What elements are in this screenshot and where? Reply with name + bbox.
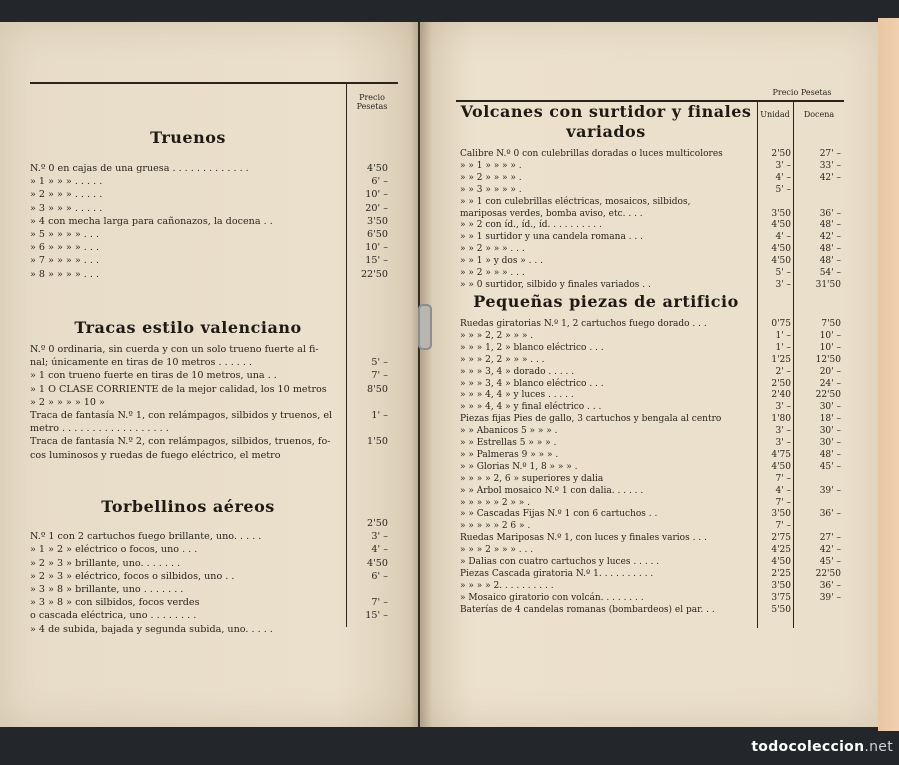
unit-price: 1' – — [775, 342, 791, 353]
price-value: 2'50 — [367, 518, 388, 529]
right-unit-header: Unidad — [760, 110, 790, 119]
list-item: » 1 » 2 » eléctrico o focos, uno . . . — [30, 544, 198, 556]
list-item: » » 0 surtidor, silbido y finales variados . . — [460, 279, 651, 290]
price-value: 7' – — [371, 370, 388, 382]
right-dozen-header: Docena — [803, 110, 835, 119]
list-item: » » » 2, 2 » » » . — [460, 330, 534, 341]
list-item: » » 2 » » » . . . — [460, 244, 525, 255]
dozen-price: 39' – — [819, 592, 841, 603]
list-item: Piezas Cascada giratoria N.º 1. . . . . . . . . . — [460, 568, 654, 579]
dozen-price: 48' – — [819, 449, 841, 460]
unit-price: 3'50 — [771, 509, 791, 520]
unit-price: 1'80 — [771, 414, 791, 425]
list-item: mariposas verdes, bomba aviso, etc. . . . — [460, 208, 643, 219]
price-value: 8'50 — [367, 383, 388, 395]
list-item: » » Glorias N.º 1, 8 » » » . — [460, 461, 578, 472]
list-item: » 6 » » » » . . . — [30, 242, 99, 254]
dozen-price: 48' – — [819, 244, 841, 255]
unit-price: 0'75 — [771, 319, 791, 329]
dozen-price: 30' – — [819, 438, 841, 448]
dozen-price: 45' – — [819, 461, 841, 472]
price-value: 7' – — [371, 597, 388, 609]
dozen-price: 42' – — [819, 232, 841, 243]
dozen-price: 42' – — [819, 172, 841, 183]
left-top-rule — [30, 82, 398, 84]
list-item: metro . . . . . . . . . . . . . . . . . . — [30, 423, 169, 435]
dozen-price: 20' – — [819, 366, 841, 377]
unit-price: 5' – — [775, 268, 791, 278]
list-item: » » » » » 2 6 » . — [460, 521, 531, 532]
dozen-price: 36' – — [819, 580, 841, 591]
unit-price: 4'50 — [771, 244, 791, 255]
price-value: 1'50 — [367, 436, 388, 448]
dozen-price: 10' – — [819, 342, 841, 353]
list-item: » 2 » » » » 10 » — [30, 396, 105, 408]
dozen-price: 30' – — [819, 402, 841, 413]
list-item: » » » 2 » » » . . . — [460, 545, 534, 556]
unit-price: 5' – — [775, 184, 791, 195]
list-item: o cascada eléctrica, uno . . . . . . . . — [30, 610, 197, 622]
list-item: » 3 » » » . . . . . — [30, 202, 103, 214]
unit-price: 2'25 — [771, 568, 791, 579]
list-item: » 1 » » » . . . . . — [30, 176, 103, 188]
price-value: 1' – — [371, 410, 388, 421]
dozen-price: 36' – — [819, 208, 841, 219]
unit-price: 2'50 — [771, 149, 791, 159]
dozen-price: 22'50 — [815, 390, 841, 401]
left-price-header: Precio Pesetas — [356, 93, 388, 111]
section-title: Volcanes con surtidor y finales — [460, 102, 752, 121]
unit-price: 4'25 — [771, 545, 791, 556]
list-item: » Mosaico giratorio con volcán. . . . . . . . — [460, 592, 644, 603]
unit-price: 7' – — [775, 497, 791, 508]
unit-price: 5'50 — [771, 604, 791, 615]
list-item: » » Abanicos 5 » » » . — [460, 426, 558, 437]
list-item: » » Cascadas Fijas N.º 1 con 6 cartuchos . . — [460, 509, 658, 520]
list-item: » » » 4, 4 » y luces . . . . . — [460, 390, 574, 401]
section-title: Truenos — [150, 128, 226, 147]
price-value: 22'50 — [360, 268, 388, 280]
section-title: Torbellinos aéreos — [101, 497, 275, 516]
list-item: N.º 0 ordinaria, sin cuerda y con un solo trueno fuerte al fi- — [30, 344, 319, 355]
price-value: 3'50 — [367, 215, 388, 227]
list-item: » 2 » » » . . . . . — [30, 189, 103, 201]
dozen-price: 30' – — [819, 426, 841, 437]
dozen-price: 54' – — [819, 268, 841, 278]
price-value: 6'50 — [367, 229, 388, 240]
list-item: » » 1 » » » » . — [460, 160, 522, 171]
unit-price: 3'75 — [771, 592, 791, 603]
list-item: » » » 3, 4 » dorado . . . . . — [460, 366, 575, 377]
list-item: » » 2 con íd., íd., íd. . . . . . . . . . — [460, 220, 602, 231]
list-item: » » » 4, 4 » y final eléctrico . . . — [460, 402, 602, 413]
list-item: » » Árbol mosaico N.º 1 con dalia. . . . . . — [460, 485, 644, 496]
unit-price: 3'50 — [771, 208, 791, 219]
list-item: » » Palmeras 9 » » » . — [460, 449, 559, 460]
list-item: » 3 » 8 » brillante, uno . . . . . . . — [30, 584, 184, 595]
list-item: » 4 de subida, bajada y segunda subida, uno. . . . . — [30, 623, 273, 635]
list-item: » » 1 con culebrillas eléctricas, mosaicos, silbidos, — [460, 196, 691, 207]
price-value: 3' – — [371, 531, 388, 543]
dozen-price: 18' – — [819, 414, 841, 425]
list-item: » » » » 2. . . . . . . . . . — [460, 580, 554, 591]
unit-price: 7' – — [775, 473, 791, 484]
unit-price: 4'50 — [771, 220, 791, 231]
dozen-price: 7'50 — [821, 319, 841, 329]
list-item: » 8 » » » » . . . — [30, 268, 99, 280]
list-item: » » » 3, 4 » blanco eléctrico . . . — [460, 378, 604, 389]
unit-price: 4' – — [775, 172, 791, 183]
dozen-price: 42' – — [819, 545, 841, 556]
list-item: » » 1 » y dos » . . . — [460, 256, 543, 267]
list-item: » 4 con mecha larga para cañonazos, la docena . . — [30, 215, 273, 227]
price-value: 20' – — [365, 202, 388, 214]
price-value: 4'50 — [367, 557, 388, 569]
list-item: » » 1 surtidor y una candela romana . . . — [460, 232, 643, 243]
section-title: Tracas estilo valenciano — [74, 318, 302, 337]
price-value: 15' – — [365, 255, 388, 267]
list-item: » 2 » 3 » eléctrico, focos o silbidos, uno . . — [30, 570, 235, 582]
dozen-price: 48' – — [819, 256, 841, 267]
list-item: » » » 2, 2 » » » . . . — [460, 354, 545, 365]
unit-price: 1' – — [775, 330, 791, 341]
dozen-price: 45' – — [819, 557, 841, 567]
price-value: 6' – — [371, 176, 388, 188]
price-value: 4'50 — [367, 163, 388, 174]
list-item: Calibre N.º 0 con culebrillas doradas o luces multicolores — [460, 149, 723, 159]
dozen-price: 27' – — [819, 149, 841, 159]
list-item: Ruedas Mariposas N.º 1, con luces y finales varios . . . — [460, 533, 707, 544]
list-item: » » Estrellas 5 » » » . — [460, 438, 557, 448]
list-item: » 3 » 8 » con silbidos, focos verdes — [30, 597, 200, 609]
dozen-price: 27' – — [819, 533, 841, 544]
unit-price: 2' – — [775, 366, 791, 377]
list-item: » » » 1, 2 » blanco eléctrico . . . — [460, 342, 604, 353]
unit-price: 2'40 — [771, 390, 791, 401]
list-item: » 1 con trueno fuerte en tiras de 10 metros, una . . — [30, 370, 277, 382]
dozen-price: 24' – — [819, 378, 841, 389]
unit-price: 2'50 — [771, 378, 791, 389]
dozen-price: 12'50 — [815, 354, 841, 365]
section-title: Pequeñas piezas de artificio — [473, 292, 739, 311]
unit-price: 1'25 — [771, 354, 791, 365]
dozen-price: 10' – — [819, 330, 841, 341]
dozen-price: 39' – — [819, 485, 841, 496]
unit-price: 3' – — [775, 438, 791, 448]
staple-icon — [418, 304, 432, 350]
price-value: 6' – — [371, 570, 388, 582]
list-item: » » » » » 2 » » . — [460, 497, 531, 508]
list-item: N.º 0 en cajas de una gruesa . . . . . . . . . . . . . — [30, 163, 249, 174]
dozen-price: 36' – — [819, 509, 841, 520]
price-value: 10' – — [365, 242, 388, 254]
list-item: Piezas fijas Pies de gallo, 3 cartuchos y bengala al centro — [460, 414, 722, 425]
list-item: » 7 » » » » . . . — [30, 255, 99, 267]
unit-price: 4' – — [775, 485, 791, 496]
list-item: » » 2 » » » » . — [460, 172, 522, 183]
list-item: cos luminosos y ruedas de fuego eléctrico, el metro — [30, 449, 281, 461]
list-item: nal; únicamente en tiras de 10 metros . . . . . . — [30, 357, 253, 369]
list-item: » » 2 » » » . . . — [460, 268, 525, 278]
unit-price: 4'50 — [771, 461, 791, 472]
list-item: N.º 1 con 2 cartuchos fuego brillante, uno. . . . . — [30, 531, 262, 543]
list-item: » 1 O CLASE CORRIENTE de la mejor calidad, los 10 metros — [30, 383, 327, 395]
unit-price: 2'75 — [771, 533, 791, 544]
section-title: variados — [566, 122, 646, 141]
unit-price: 4' – — [775, 232, 791, 243]
list-item: » 5 » » » » . . . — [30, 229, 99, 240]
list-item: » » 3 » » » » . — [460, 184, 522, 195]
list-item: Baterías de 4 candelas romanas (bombardeos) el par. . . — [460, 604, 715, 615]
unit-price: 3' – — [775, 160, 791, 171]
watermark-logo: todocoleccion.net — [751, 739, 893, 755]
list-item: Ruedas giratorias N.º 1, 2 cartuchos fuego dorado . . . — [460, 319, 707, 329]
right-price-header: Precio Pesetas — [772, 88, 832, 97]
unit-price: 4'75 — [771, 449, 791, 460]
dozen-price: 48' – — [819, 220, 841, 231]
unit-price: 4'50 — [771, 256, 791, 267]
unit-price: 3' – — [775, 426, 791, 437]
price-value: 5' – — [371, 357, 388, 369]
book-gutter — [410, 22, 432, 727]
unit-price: 4'50 — [771, 557, 791, 567]
list-item: » 2 » 3 » brillante, uno. . . . . . . — [30, 557, 181, 569]
list-item: » » » » 2, 6 » superiores y dalia — [460, 473, 604, 484]
unit-price: 3' – — [775, 402, 791, 413]
unit-price: 3' – — [775, 279, 791, 290]
page-edge — [878, 18, 899, 731]
list-item: » Dalias con cuatro cartuchos y luces . . . . . — [460, 557, 660, 567]
price-value: 4' – — [371, 544, 388, 556]
unit-price: 3'50 — [771, 580, 791, 591]
list-item: Traca de fantasía N.º 1, con relámpagos, silbidos y truenos, el — [30, 410, 333, 421]
dozen-price: 22'50 — [815, 568, 841, 579]
dozen-price: 31'50 — [815, 279, 841, 290]
unit-price: 7' – — [775, 521, 791, 532]
list-item: Traca de fantasía N.º 2, con relámpagos, silbidos, truenos, fo- — [30, 436, 331, 448]
price-value: 15' – — [365, 610, 388, 622]
price-value: 10' – — [365, 189, 388, 201]
dozen-price: 33' – — [819, 160, 841, 171]
